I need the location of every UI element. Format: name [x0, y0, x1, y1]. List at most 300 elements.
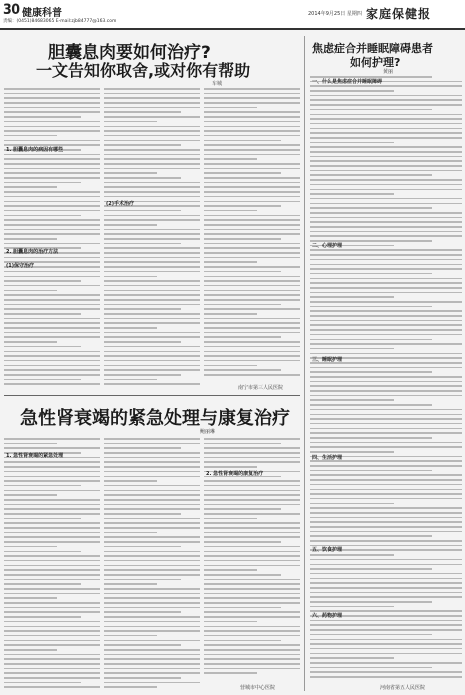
text-line [310, 376, 462, 378]
text-line [104, 522, 200, 524]
text-line [310, 109, 432, 111]
text-line [104, 658, 200, 660]
text-line [204, 574, 281, 576]
text-line [104, 107, 200, 109]
text-line [104, 649, 200, 651]
text-line [204, 346, 300, 348]
text-line [310, 226, 462, 228]
text-line [204, 294, 300, 296]
text-line [310, 320, 462, 322]
text-line [104, 102, 200, 104]
text-line [4, 294, 100, 296]
text-line [310, 676, 462, 678]
text-line [4, 569, 100, 571]
text-line [310, 526, 462, 528]
text-line [204, 593, 300, 595]
text-line [4, 163, 100, 165]
text-line [4, 327, 100, 329]
text-line [4, 346, 81, 348]
text-line [104, 654, 200, 656]
text-line [4, 177, 100, 179]
text-line [104, 215, 200, 217]
article-divider [4, 395, 300, 396]
text-line [310, 348, 394, 350]
text-line [204, 499, 300, 501]
text-line [204, 210, 257, 212]
text-line [204, 154, 300, 156]
text-line [204, 163, 300, 165]
article2-subhead-3: 三、睡眠护理 [312, 357, 343, 363]
text-line [4, 546, 57, 548]
text-line [204, 332, 300, 334]
text-line [204, 616, 300, 618]
text-line [4, 201, 100, 203]
text-line [104, 327, 157, 329]
article2-title-line1: 焦虑症合并睡眠障碍患者 [312, 42, 433, 55]
text-line [4, 318, 100, 320]
text-line [4, 154, 100, 156]
article1-title-line1: 胆囊息肉要如何治疗? [48, 43, 211, 63]
text-line [204, 630, 300, 632]
text-line [104, 677, 181, 679]
text-line [204, 341, 300, 343]
text-line [104, 116, 200, 118]
text-line [104, 607, 200, 609]
text-line [310, 465, 462, 467]
text-line [204, 438, 300, 440]
text-line [4, 494, 57, 496]
text-line [104, 630, 200, 632]
text-line [204, 611, 300, 613]
text-line [104, 172, 157, 174]
text-line [104, 626, 200, 628]
text-line [104, 447, 181, 449]
text-line [104, 452, 200, 454]
text-line [4, 686, 100, 688]
text-line [310, 268, 462, 270]
text-line [4, 111, 100, 113]
text-line [104, 163, 200, 165]
text-line [104, 579, 181, 581]
text-line [4, 560, 100, 562]
text-line [104, 635, 157, 637]
article1-credit: 南宁市第三人民医院 [238, 385, 284, 391]
text-line [204, 201, 300, 203]
column-divider [304, 36, 305, 691]
text-line [204, 490, 300, 492]
text-line [204, 369, 281, 371]
text-line [104, 290, 200, 292]
text-line [310, 648, 462, 650]
text-line [310, 184, 462, 186]
text-line [4, 438, 100, 440]
text-line [4, 682, 81, 684]
text-line [104, 663, 200, 665]
text-line [104, 285, 200, 287]
text-line [104, 383, 200, 385]
article1-subhead-4: (2)手术治疗 [106, 201, 135, 207]
text-line [310, 418, 462, 420]
text-line [4, 597, 57, 599]
text-line [104, 490, 200, 492]
text-line [104, 644, 181, 646]
text-line [104, 369, 200, 371]
text-line [4, 238, 57, 240]
text-line [310, 564, 462, 566]
text-line [104, 569, 200, 571]
text-line [4, 276, 100, 278]
text-line [4, 365, 100, 367]
text-line [204, 461, 300, 463]
text-line [204, 508, 281, 510]
text-line [204, 182, 300, 184]
text-line [204, 247, 300, 249]
text-line [104, 135, 200, 137]
text-line [204, 158, 257, 160]
text-line [104, 499, 200, 501]
text-line [104, 640, 200, 642]
article3-credit: 营城市中心医院 [240, 685, 276, 691]
text-line [104, 546, 181, 548]
text-line [4, 626, 100, 628]
text-line [104, 177, 181, 179]
text-line [104, 261, 200, 263]
text-line [104, 560, 200, 562]
issue-date: 2014年9月25日 星期四 [308, 11, 362, 17]
text-line [310, 235, 462, 237]
text-line [4, 616, 81, 618]
text-line [310, 146, 462, 148]
text-line [4, 374, 100, 376]
text-line [204, 583, 300, 585]
text-line [310, 437, 432, 439]
text-line [104, 168, 200, 170]
text-line [4, 677, 100, 679]
text-line [4, 602, 100, 604]
text-line [4, 513, 100, 515]
text-line [104, 121, 157, 123]
text-line [310, 568, 432, 570]
text-line [310, 339, 432, 341]
text-line [4, 443, 57, 445]
text-line [204, 308, 300, 310]
text-line [104, 191, 200, 193]
text-line [310, 474, 462, 476]
text-line [4, 476, 100, 478]
text-line [4, 355, 100, 357]
text-line [204, 569, 257, 571]
text-line [104, 186, 200, 188]
text-line [4, 654, 100, 656]
text-line [310, 306, 432, 308]
text-line [204, 447, 300, 449]
text-line [204, 360, 300, 362]
text-line [310, 249, 462, 251]
text-line [310, 329, 462, 331]
text-line [310, 189, 462, 191]
text-line [204, 365, 257, 367]
text-line [104, 271, 200, 273]
text-line [310, 292, 462, 294]
text-line [104, 233, 200, 235]
text-line [310, 587, 462, 589]
text-line [104, 111, 181, 113]
text-line [310, 503, 394, 505]
text-line [104, 457, 200, 459]
text-line [4, 532, 100, 534]
text-line [4, 140, 100, 142]
text-line [310, 624, 462, 626]
text-line [310, 409, 462, 411]
text-line [4, 351, 100, 353]
text-line [204, 626, 300, 628]
text-line [104, 466, 200, 468]
text-line [310, 512, 462, 514]
text-line [4, 379, 81, 381]
text-line [4, 116, 81, 118]
text-line [104, 668, 200, 670]
text-line [204, 168, 300, 170]
text-line [310, 371, 432, 373]
text-line [4, 383, 100, 385]
text-line [204, 271, 281, 273]
text-line [4, 126, 100, 128]
article2-subhead-5: 五、饮食护理 [312, 547, 343, 553]
text-line [204, 560, 300, 562]
text-line [204, 672, 257, 674]
article3-author: 鲍丽琳 [200, 429, 216, 435]
text-line [4, 672, 100, 674]
text-line [4, 555, 100, 557]
text-line [204, 126, 300, 128]
text-line [204, 551, 300, 553]
text-line [204, 191, 300, 193]
text-line [104, 494, 200, 496]
text-line [204, 644, 300, 646]
text-line [4, 322, 100, 324]
text-line [310, 399, 394, 401]
text-line [4, 461, 100, 463]
article3-subhead-1: 1. 急性肾衰竭的紧急处理 [6, 453, 64, 459]
text-line [310, 385, 462, 387]
text-line [4, 621, 100, 623]
text-line [310, 517, 462, 519]
text-line [4, 640, 100, 642]
text-line [204, 252, 300, 254]
text-line [310, 254, 462, 256]
text-line [104, 182, 200, 184]
text-line [4, 485, 81, 487]
text-line [104, 476, 200, 478]
text-line [104, 93, 200, 95]
text-line [4, 499, 100, 501]
article1-subhead-3: (1)保守治疗 [6, 263, 35, 269]
text-line [310, 165, 462, 167]
text-line [204, 116, 300, 118]
text-line [310, 446, 462, 448]
article2-author: 黄丽 [383, 69, 394, 75]
text-line [204, 135, 300, 137]
text-line [310, 596, 462, 598]
text-line [104, 149, 200, 151]
text-line [204, 205, 281, 207]
text-line [204, 318, 300, 320]
text-line [310, 123, 462, 125]
text-line [310, 489, 462, 491]
text-line [4, 480, 100, 482]
text-line [104, 597, 200, 599]
page-number: 30 [3, 2, 20, 18]
text-line [4, 186, 57, 188]
text-line [4, 522, 100, 524]
text-line [310, 315, 462, 317]
text-line [310, 521, 462, 523]
text-line [104, 480, 157, 482]
text-line [4, 630, 100, 632]
text-line [4, 332, 100, 334]
text-line [310, 657, 394, 659]
article1-title-line2: 一文告知你取舍,或对你有帮助 [36, 61, 251, 80]
text-line [4, 304, 100, 306]
text-line [204, 327, 300, 329]
text-line [310, 114, 462, 116]
text-line [4, 121, 100, 123]
text-line [104, 313, 200, 315]
text-line [204, 541, 281, 543]
text-line [4, 611, 100, 613]
text-line [310, 118, 462, 120]
text-line [204, 290, 300, 292]
text-line [4, 583, 81, 585]
text-line [204, 504, 300, 506]
text-line [204, 374, 300, 376]
text-line [4, 565, 100, 567]
text-line [310, 137, 462, 139]
text-line [204, 186, 300, 188]
text-line [104, 252, 200, 254]
text-line [310, 606, 394, 608]
text-line [310, 484, 462, 486]
text-line [204, 443, 281, 445]
text-line [104, 508, 200, 510]
text-line [310, 671, 462, 673]
text-line [204, 654, 300, 656]
text-line [4, 336, 100, 338]
text-line [104, 294, 200, 296]
text-line [104, 365, 200, 367]
text-line [4, 102, 100, 104]
text-line [310, 507, 462, 509]
text-line [310, 442, 462, 444]
article3-subhead-2: 2. 急性肾衰竭的康复治疗 [206, 471, 264, 477]
text-line [204, 466, 257, 468]
text-line [104, 266, 200, 268]
text-line [4, 191, 100, 193]
text-line [4, 579, 100, 581]
text-line [310, 634, 432, 636]
text-line [104, 308, 181, 310]
text-line [4, 369, 100, 371]
text-line [104, 322, 200, 324]
text-line [204, 485, 300, 487]
article2-credit: 河南省第五人民医院 [380, 685, 426, 691]
text-line [4, 504, 100, 506]
text-line [204, 658, 300, 660]
text-line [104, 238, 200, 240]
text-line [310, 142, 394, 144]
text-line [4, 490, 100, 492]
text-line [204, 111, 300, 113]
text-line [104, 621, 200, 623]
text-line [204, 196, 300, 198]
text-line [310, 212, 462, 214]
text-line [204, 149, 300, 151]
text-line [310, 217, 462, 219]
text-line [104, 355, 200, 357]
text-line [310, 296, 394, 298]
text-line [310, 432, 462, 434]
text-line [104, 341, 181, 343]
text-line [310, 151, 462, 153]
text-line [4, 210, 100, 212]
text-line [310, 278, 462, 280]
text-line [104, 210, 181, 212]
text-line [104, 351, 200, 353]
text-line [4, 299, 100, 301]
text-line [310, 334, 462, 336]
text-line [4, 97, 100, 99]
text-line [4, 649, 57, 651]
text-line [104, 97, 200, 99]
text-line [4, 290, 57, 292]
text-line [204, 102, 300, 104]
article2-subhead-6: 六、药物护理 [312, 613, 343, 619]
text-line [310, 423, 462, 425]
text-line [204, 219, 300, 221]
text-line [310, 273, 432, 275]
text-line [4, 233, 100, 235]
text-line [104, 551, 200, 553]
text-line [310, 367, 462, 369]
text-line [104, 374, 181, 376]
text-line [4, 588, 100, 590]
text-line [310, 629, 462, 631]
text-line [4, 107, 100, 109]
text-line [310, 639, 462, 641]
text-line [204, 565, 300, 567]
text-line [310, 156, 462, 158]
article1-author: 车城 [212, 81, 223, 87]
article1-col1 [4, 88, 100, 388]
text-line [310, 493, 462, 495]
text-line [204, 336, 281, 338]
text-line [4, 668, 100, 670]
text-line [104, 88, 200, 90]
text-line [310, 559, 462, 561]
text-line [310, 343, 462, 345]
text-line [4, 135, 57, 137]
text-line [204, 522, 300, 524]
text-line [104, 471, 200, 473]
text-line [204, 518, 257, 520]
text-line [310, 221, 462, 223]
text-line [204, 107, 257, 109]
text-line [310, 404, 432, 406]
text-line [104, 602, 200, 604]
text-line [104, 616, 200, 618]
text-line [4, 607, 100, 609]
text-line [204, 229, 300, 231]
